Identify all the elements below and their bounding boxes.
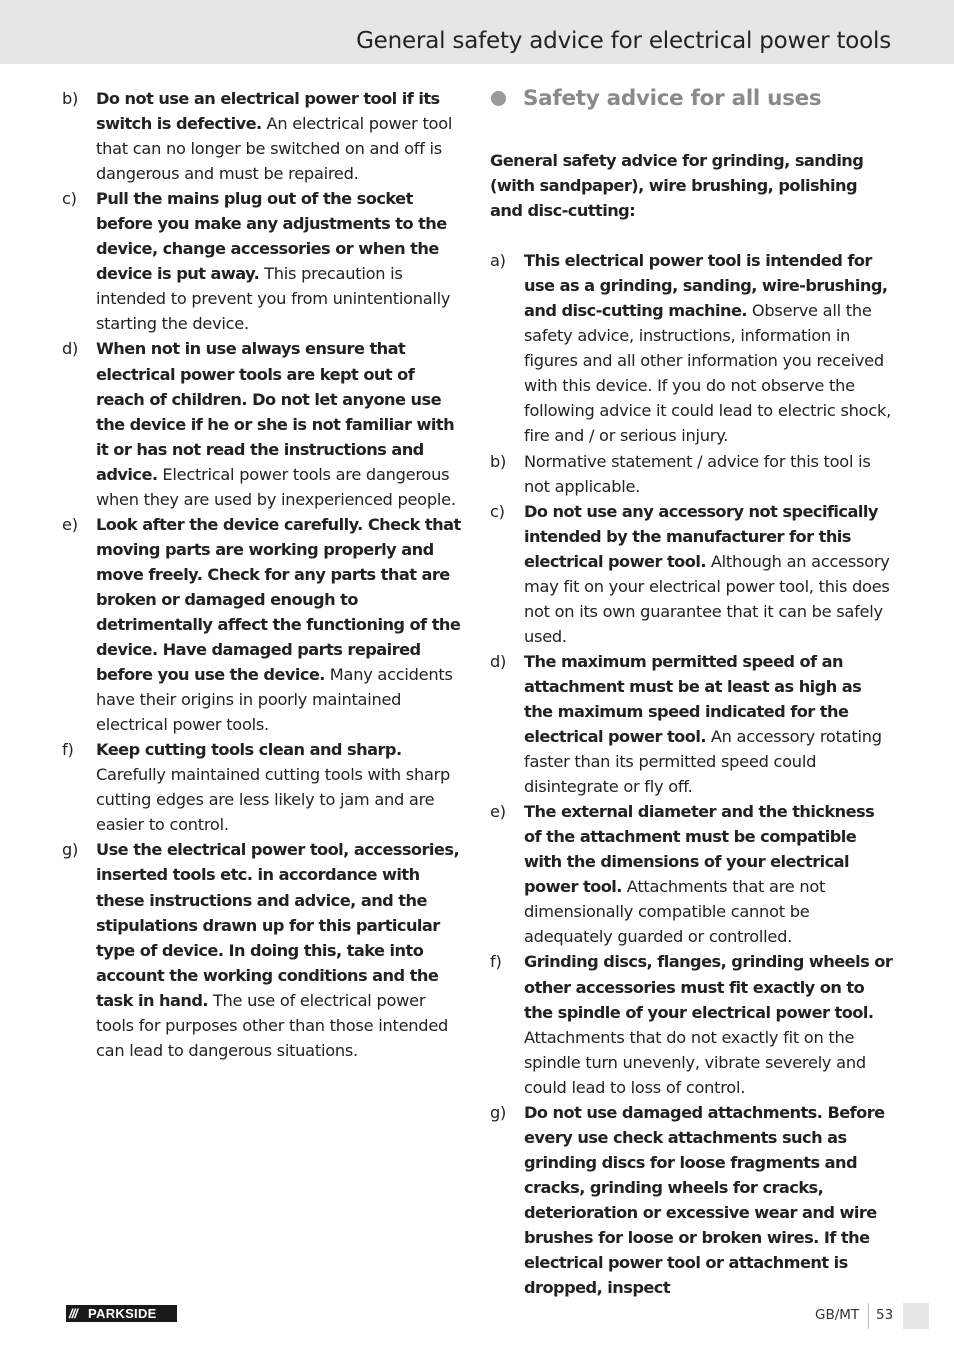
list-item [490,248,894,448]
item-label: c) [62,189,77,209]
item-body-text: Normative statement / advice for this tool is not applicable. [524,451,871,496]
list-item [490,799,894,949]
list-item [490,949,894,1099]
item-body-text: Although an accessory may fit on your electrical power tool, this does not on its own guarantee that it can be safely used. [524,551,890,646]
item-body-text: An electrical power tool that can no longer be switched on and off is dangerous and must be repaired. [96,114,453,184]
right-column [490,86,894,1300]
item-label: a) [490,251,506,271]
item-label: b) [62,89,79,108]
item-label: e) [62,514,78,534]
item-bold-text: Do not use any accessory not specifically intended by the manufacturer for this electrical power tool. [524,501,878,571]
item-body-text: The use of electrical power tools for purposes other than those intended can lead to dangerous situations. [96,990,449,1060]
logo-stripes-icon: /// [69,1306,77,1321]
item-body-text: Attachments that do not exactly fit on the spindle turn unevenly, vibrate severely and could lead to loss of control. [524,1027,866,1097]
list-item [62,86,464,186]
section-heading [490,86,894,112]
item-label: b) [490,451,507,471]
list-item [62,837,464,1062]
section-heading-text: Safety advice for all uses [523,86,822,111]
brand-logo [66,1305,177,1322]
item-label: d) [62,339,79,359]
left-column [62,86,464,1063]
item-bold-text: Look after the device carefully. Check that moving parts are working properly and move freely. Check for any parts that are broken or damaged enough to detrimentally affect the functioning of the device. Have damaged parts repaired before you use the device. [96,514,461,685]
intro-paragraph: General safety advice for grinding, sanding (with sandpaper), wire brushing, polishing and disc-cutting: [490,151,864,221]
list-item [62,186,464,336]
list-item [62,512,464,737]
item-body-text: An accessory rotating faster than its permitted speed could disintegrate or fly off. [524,727,882,797]
list-item [490,449,894,499]
item-label: g) [62,840,79,860]
item-label: d) [490,651,507,671]
item-bold-text: Grinding discs, flanges, grinding wheels or other accessories must fit exactly on to the spindle of your electrical power tool. [524,952,893,1022]
list-item [62,737,464,837]
page-tab [903,1303,929,1329]
item-label: g) [490,1102,507,1122]
item-bold-text: When not in use always ensure that electrical power tools are kept out of reach of children. Do not let anyone use the device if he or she is not familiar with it or has not read the instructions and advice. [96,339,455,484]
list-item [62,336,464,511]
item-body-text: Electrical power tools are dangerous when they are used by inexperienced people. [96,464,456,509]
item-bold-text: Keep cutting tools clean and sharp. [96,740,402,760]
list-item [490,499,894,649]
list-item [490,649,894,799]
item-bold-text: Do not use an electrical power tool if its switch is defective. [96,89,440,134]
item-bold-text: This electrical power tool is intended for use as a grinding, sanding, wire-brushing, and disc-cutting machine. [524,251,888,321]
page-number: 53 [876,1307,894,1323]
item-body-text: Many accidents have their origins in poorly maintained electrical power tools. [96,665,453,735]
item-body-text: This precaution is intended to prevent you from unintentionally starting the device. [96,264,451,334]
item-bold-text: Pull the mains plug out of the socket before you make any adjustments to the device, change accessories or when the device is put away. [96,189,447,284]
item-bold-text: Do not use damaged attachments. Before every use check attachments such as grinding discs for loose fragments and cracks, grinding wheels for cracks, deterioration or excessive wear and wire brushes for loose or broken wires. If the electrical power tool or attachment is dropped, inspect [524,1102,885,1298]
item-bold-text: The external diameter and the thickness of the attachment must be compatible with the dimensions of your electrical power tool. [524,802,875,897]
item-body-text: Attachments that are not dimensionally compatible cannot be adequately guarded or controlled. [524,877,826,947]
item-label: f) [490,952,502,972]
item-label: e) [490,802,506,822]
item-label: f) [62,740,74,760]
bullet-dot-icon [491,91,506,106]
header-bar [0,0,954,64]
item-label: c) [490,501,505,521]
list-item [490,1100,894,1300]
item-bold-text: Use the electrical power tool, accessories, inserted tools etc. in accordance with these instructions and advice, and the stipulations drawn up for this particular type of device. In doing this, take into account the working conditions and the task in hand. [96,840,460,1010]
item-bold-text: The maximum permitted speed of an attachment must be at least as high as the maximum speed indicated for the electrical power tool. [524,651,862,747]
item-body-text: Observe all the safety advice, instructions, information in figures and all other information you received with this device. If you do not observe the following advice it could lead to electric shock, fire and / or serious injury. [524,301,891,446]
footer-divider [868,1303,869,1329]
brand-name: PARKSIDE [88,1306,157,1321]
item-body-text: Carefully maintained cutting tools with sharp cutting edges are less likely to jam and are easier to control. [96,765,451,835]
page-title: General safety advice for electrical power tools [356,28,891,54]
locale-code: GB/MT [815,1307,860,1323]
